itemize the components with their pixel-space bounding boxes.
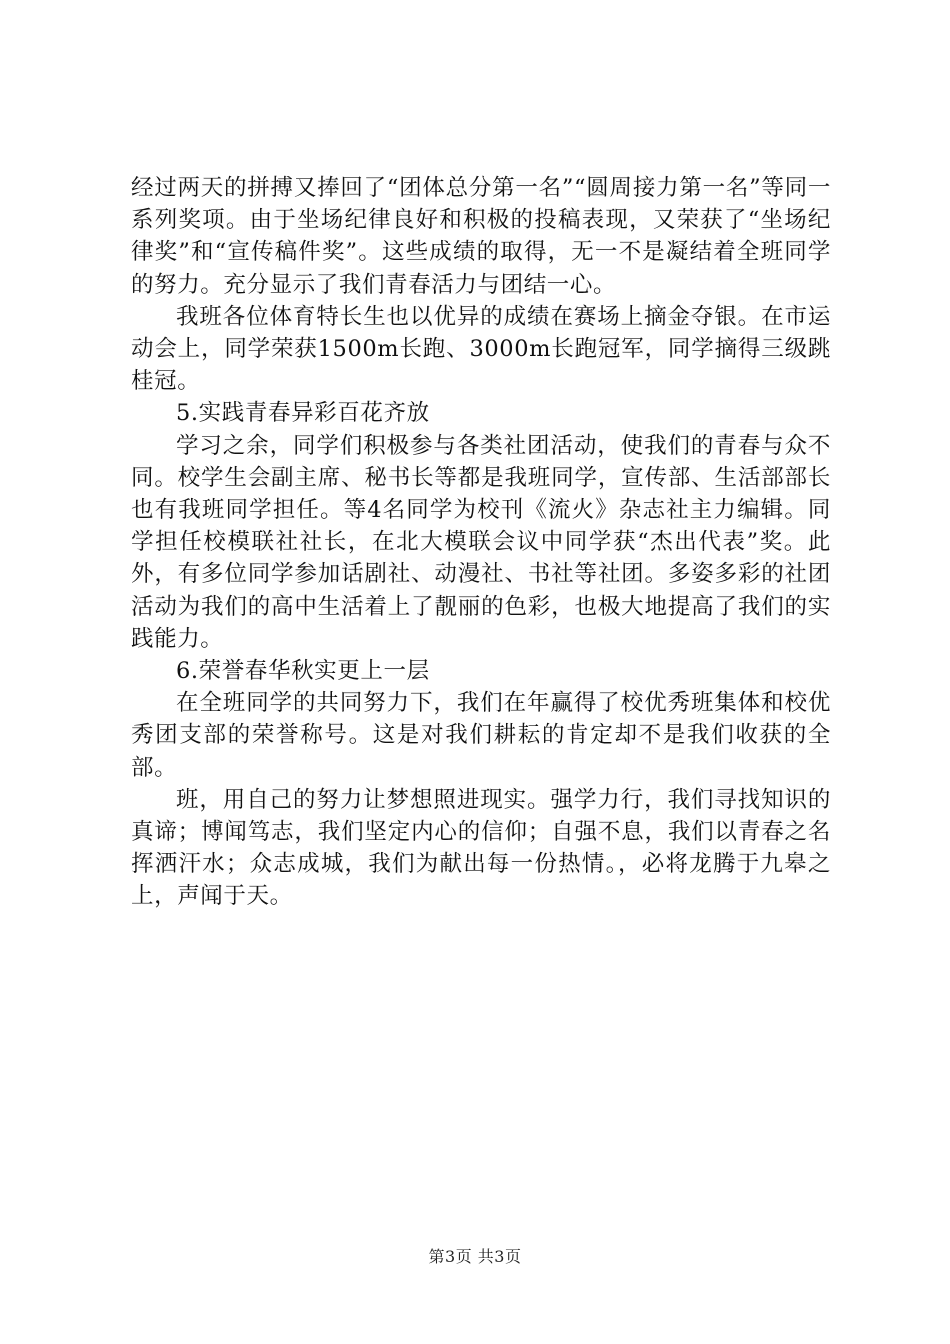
paragraph: 班，用自己的努力让梦想照进现实。强学力行，我们寻找知识的真谛；博闻笃志，我们坚定内心的信仰；自强不息，我们以青春之名挥洒汗水；众志成城，我们为献出每一份热情。，必将龙腾于九皋之上，声闻于天。 — [131, 786, 831, 910]
paragraph: 我班各位体育特长生也以优异的成绩在赛场上摘金夺银。在市运动会上，同学荣获1500m长跑、3000m长跑冠军，同学摘得三级跳桂冠。 — [131, 303, 831, 395]
paragraph: 在全班同学的共同努力下，我们在年赢得了校优秀班集体和校优秀团支部的荣誉称号。这是对我们耕耘的肯定却不是我们收获的全部。 — [131, 690, 831, 781]
document-body — [131, 172, 831, 913]
section-heading: 6.荣誉春华秋实更上一层 — [176, 658, 430, 685]
page-number-footer: 第3页 共3页 — [428, 1247, 522, 1266]
paragraph: 经过两天的拼搏又捧回了“团体总分第一名”“圆周接力第一名”等同一系列奖项。由于坐场纪律良好和积极的投稿表现，又荣获了“坐场纪律奖”和“宣传稿件奖”。这些成绩的取得，无一不是凝结着全班同学的努力。充分显示了我们青春活力与团结一心。 — [131, 175, 831, 298]
section-heading: 5.实践青春异彩百花齐放 — [176, 400, 430, 427]
paragraph: 学习之余，同学们积极参与各类社团活动，使我们的青春与众不同。校学生会副主席、秘书长等都是我班同学，宣传部、生活部部长也有我班同学担任。等4名同学为校刊《流火》杂志社主力编辑。同学担任校模联社社长，在北大模联会议中同学获“杰出代表”奖。此外，有多位同学参加话剧社、动漫社、书社等社团。多姿多彩的社团活动为我们的高中生活着上了靓丽的色彩，也极大地提高了我们的实践能力。 — [131, 432, 831, 652]
